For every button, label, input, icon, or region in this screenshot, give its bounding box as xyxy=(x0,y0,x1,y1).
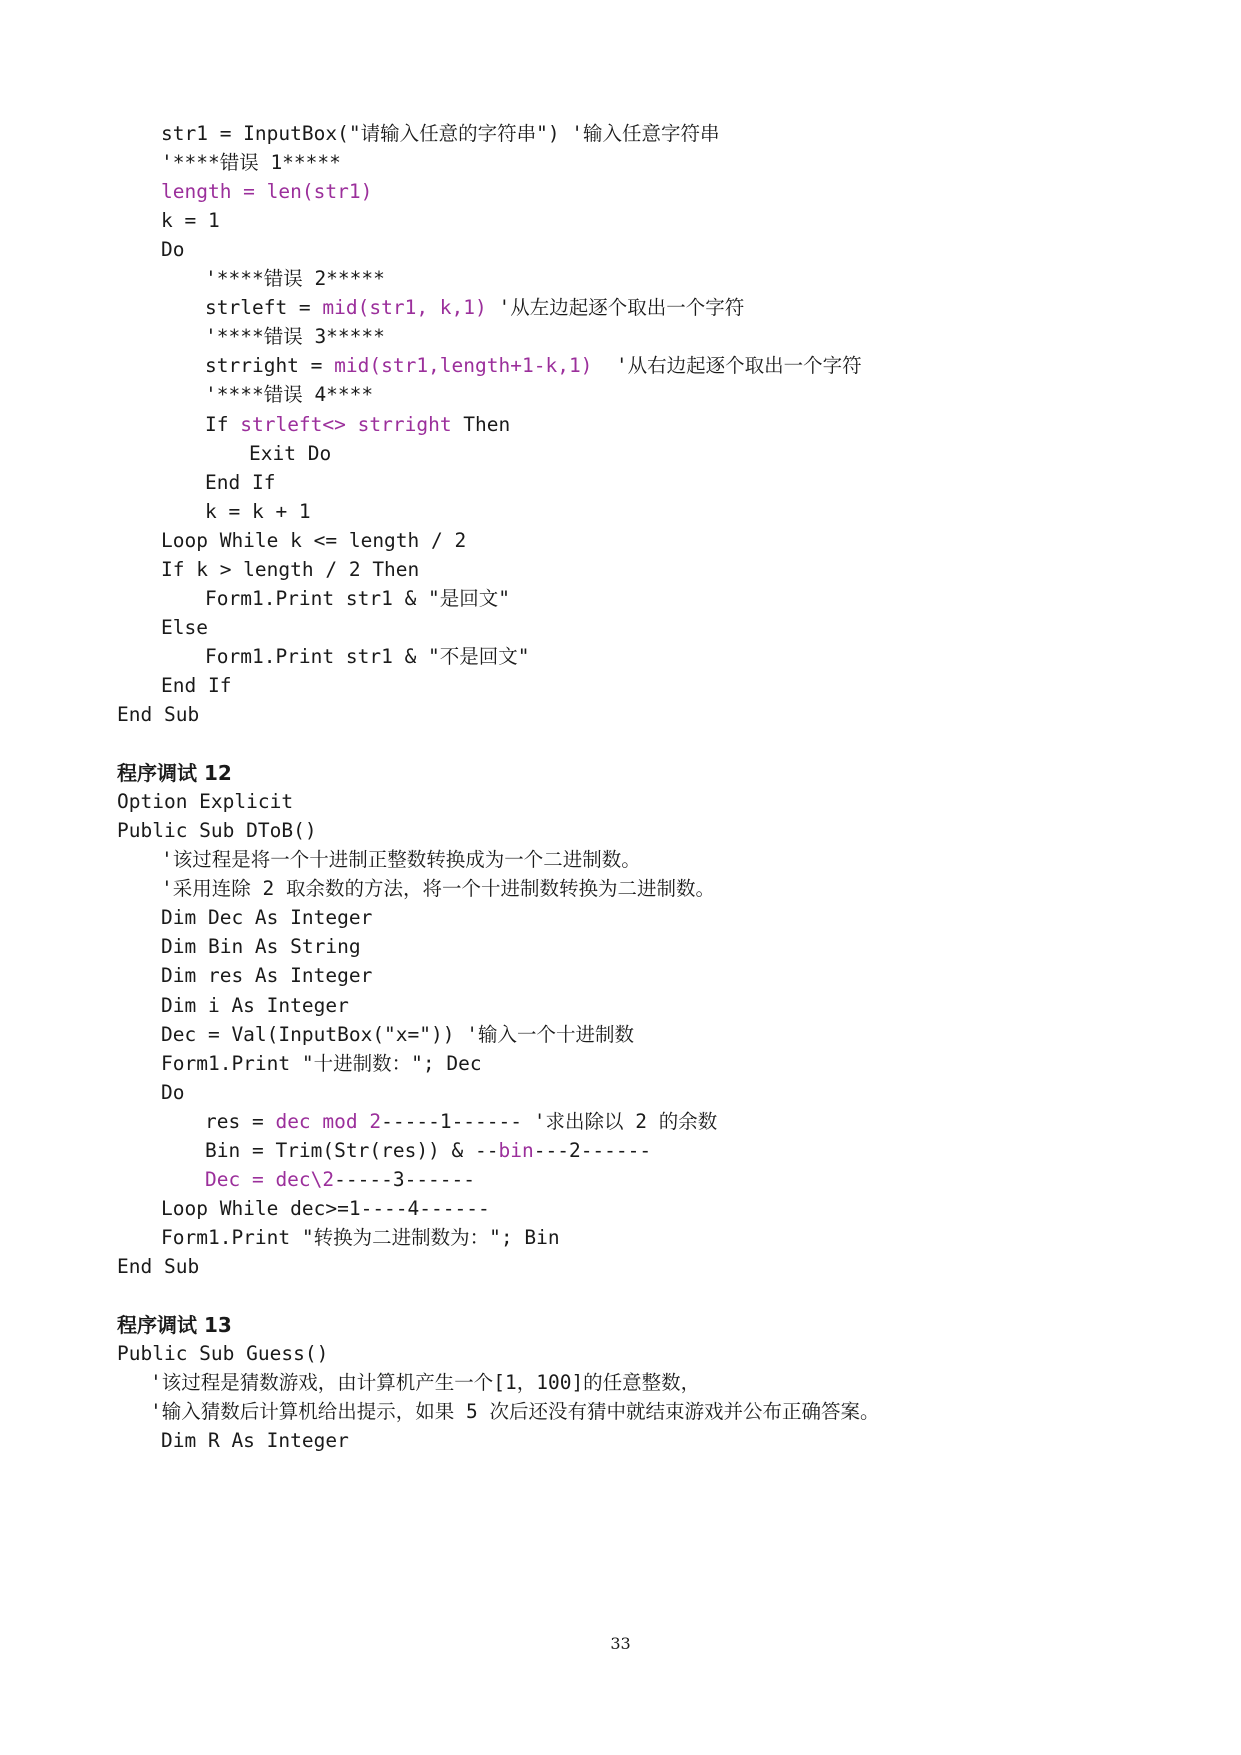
code-segment: '输入猜数后计算机给出提示，如果 5 次后还没有猜中就结束游戏并公布正确答案。 xyxy=(150,1400,880,1424)
code-segment: Dim Bin As String xyxy=(161,935,361,959)
code-line xyxy=(205,470,275,498)
code-segment: '****错误 4**** xyxy=(205,383,374,407)
page-number: 33 xyxy=(610,1634,631,1653)
code-line xyxy=(205,586,510,614)
code-line xyxy=(205,644,530,672)
code-line xyxy=(161,121,720,149)
code-line xyxy=(161,934,361,962)
code-segment: End If xyxy=(205,470,276,494)
code-segment: Option Explicit xyxy=(117,790,294,814)
code-line xyxy=(161,237,184,265)
code-line xyxy=(249,441,331,469)
code-segment: Dim i As Integer xyxy=(161,993,349,1017)
code-segment: Dim res As Integer xyxy=(161,964,373,988)
code-segment: Then xyxy=(451,412,511,436)
code-line xyxy=(161,1428,349,1456)
code-segment: Dec = Val(InputBox("x=")) '输入一个十进制数 xyxy=(161,1022,634,1046)
code-line xyxy=(205,1167,475,1195)
highlighted-code-segment: length = len(str1) xyxy=(161,180,373,204)
code-line xyxy=(161,1080,184,1108)
code-segment: '该过程是猜数游戏，由计算机产生一个[1，100]的任意整数， xyxy=(150,1371,701,1395)
code-line xyxy=(117,702,199,730)
code-segment: Else xyxy=(161,615,208,639)
code-segment: Public Sub DToB() xyxy=(117,819,317,843)
code-line xyxy=(205,295,744,323)
code-line xyxy=(161,615,208,643)
highlighted-code-segment: mid(str1, k,1) xyxy=(322,296,487,320)
code-segment: Form1.Print str1 & "是回文" xyxy=(205,586,511,610)
code-segment: '采用连除 2 取余数的方法，将一个十进制数转换为二进制数。 xyxy=(161,877,715,901)
code-segment: '****错误 2***** xyxy=(205,267,385,291)
code-segment: '从左边起逐个取出一个字符 xyxy=(486,296,745,320)
code-line xyxy=(161,179,372,207)
code-line xyxy=(117,1254,199,1282)
code-line xyxy=(161,1196,490,1224)
code-segment: End Sub xyxy=(117,1254,200,1278)
code-segment: Form1.Print "十进制数："; Dec xyxy=(161,1051,482,1075)
highlighted-code-segment: bin xyxy=(498,1138,534,1162)
code-segment: If k > length / 2 Then xyxy=(161,557,420,581)
code-line xyxy=(205,412,510,440)
code-line xyxy=(161,150,341,178)
code-line xyxy=(205,382,373,410)
code-line xyxy=(161,208,220,236)
code-segment: Bin = Trim(Str(res)) & -- xyxy=(205,1138,499,1162)
code-segment: Do xyxy=(161,1080,185,1104)
code-line xyxy=(205,499,311,527)
code-line xyxy=(161,905,372,933)
code-segment: '****错误 3***** xyxy=(205,325,385,349)
code-line xyxy=(161,557,419,585)
code-segment: '****错误 1***** xyxy=(161,151,341,175)
highlighted-code-segment: dec mod 2 xyxy=(275,1109,382,1133)
code-line xyxy=(161,876,715,904)
code-segment: k = k + 1 xyxy=(205,499,311,523)
code-segment: ---2------ xyxy=(533,1138,652,1162)
highlighted-code-segment: strleft<> strright xyxy=(240,412,452,436)
code-line xyxy=(205,1109,717,1137)
code-line xyxy=(161,1022,634,1050)
code-line xyxy=(205,324,385,352)
code-segment: End Sub xyxy=(117,703,200,726)
code-line xyxy=(117,818,317,846)
code-line xyxy=(161,963,372,991)
code-segment: Loop While k <= length / 2 xyxy=(161,528,467,552)
section-heading: 程序调试 12 xyxy=(117,761,232,786)
code-segment: '该过程是将一个十进制正整数转换成为一个二进制数。 xyxy=(161,848,641,872)
code-segment: res = xyxy=(205,1109,276,1133)
code-line xyxy=(205,353,862,381)
code-line xyxy=(161,847,641,875)
code-line xyxy=(161,993,349,1021)
code-segment: -----1------ '求出除以 2 的余数 xyxy=(381,1109,718,1133)
code-segment: Exit Do xyxy=(249,441,332,465)
code-line xyxy=(161,673,231,701)
code-segment: '从右边起逐个取出一个字符 xyxy=(592,354,862,378)
code-segment: Form1.Print str1 & "不是回文" xyxy=(205,644,530,668)
code-segment: Public Sub Guess() xyxy=(117,1342,329,1366)
code-segment: End If xyxy=(161,673,232,697)
section-heading: 程序调试 13 xyxy=(117,1313,232,1338)
code-line xyxy=(161,1051,482,1079)
code-segment: If xyxy=(205,412,241,436)
highlighted-code-segment: Dec = dec\2 xyxy=(205,1167,335,1191)
code-segment: Form1.Print "转换为二进制数为："; Bin xyxy=(161,1225,560,1249)
code-line xyxy=(161,1225,560,1253)
code-line xyxy=(117,789,293,817)
code-segment: Dim Dec As Integer xyxy=(161,906,373,930)
code-line xyxy=(150,1399,879,1427)
code-segment: -----3------ xyxy=(334,1167,476,1191)
highlighted-code-segment: mid(str1,length+1-k,1) xyxy=(334,354,593,378)
code-line xyxy=(205,266,385,294)
code-segment: strright = xyxy=(205,354,335,378)
code-segment: k = 1 xyxy=(161,209,220,233)
code-line xyxy=(205,1138,651,1166)
code-segment: Do xyxy=(161,238,185,262)
code-line xyxy=(150,1370,700,1398)
code-segment: strleft = xyxy=(205,296,323,320)
code-segment: Dim R As Integer xyxy=(161,1429,349,1453)
code-segment: Loop While dec>=1----4------ xyxy=(161,1196,490,1220)
code-line xyxy=(161,528,466,556)
code-segment: str1 = InputBox("请输入任意的字符串") '输入任意字符串 xyxy=(161,122,720,145)
code-line xyxy=(117,1341,328,1369)
